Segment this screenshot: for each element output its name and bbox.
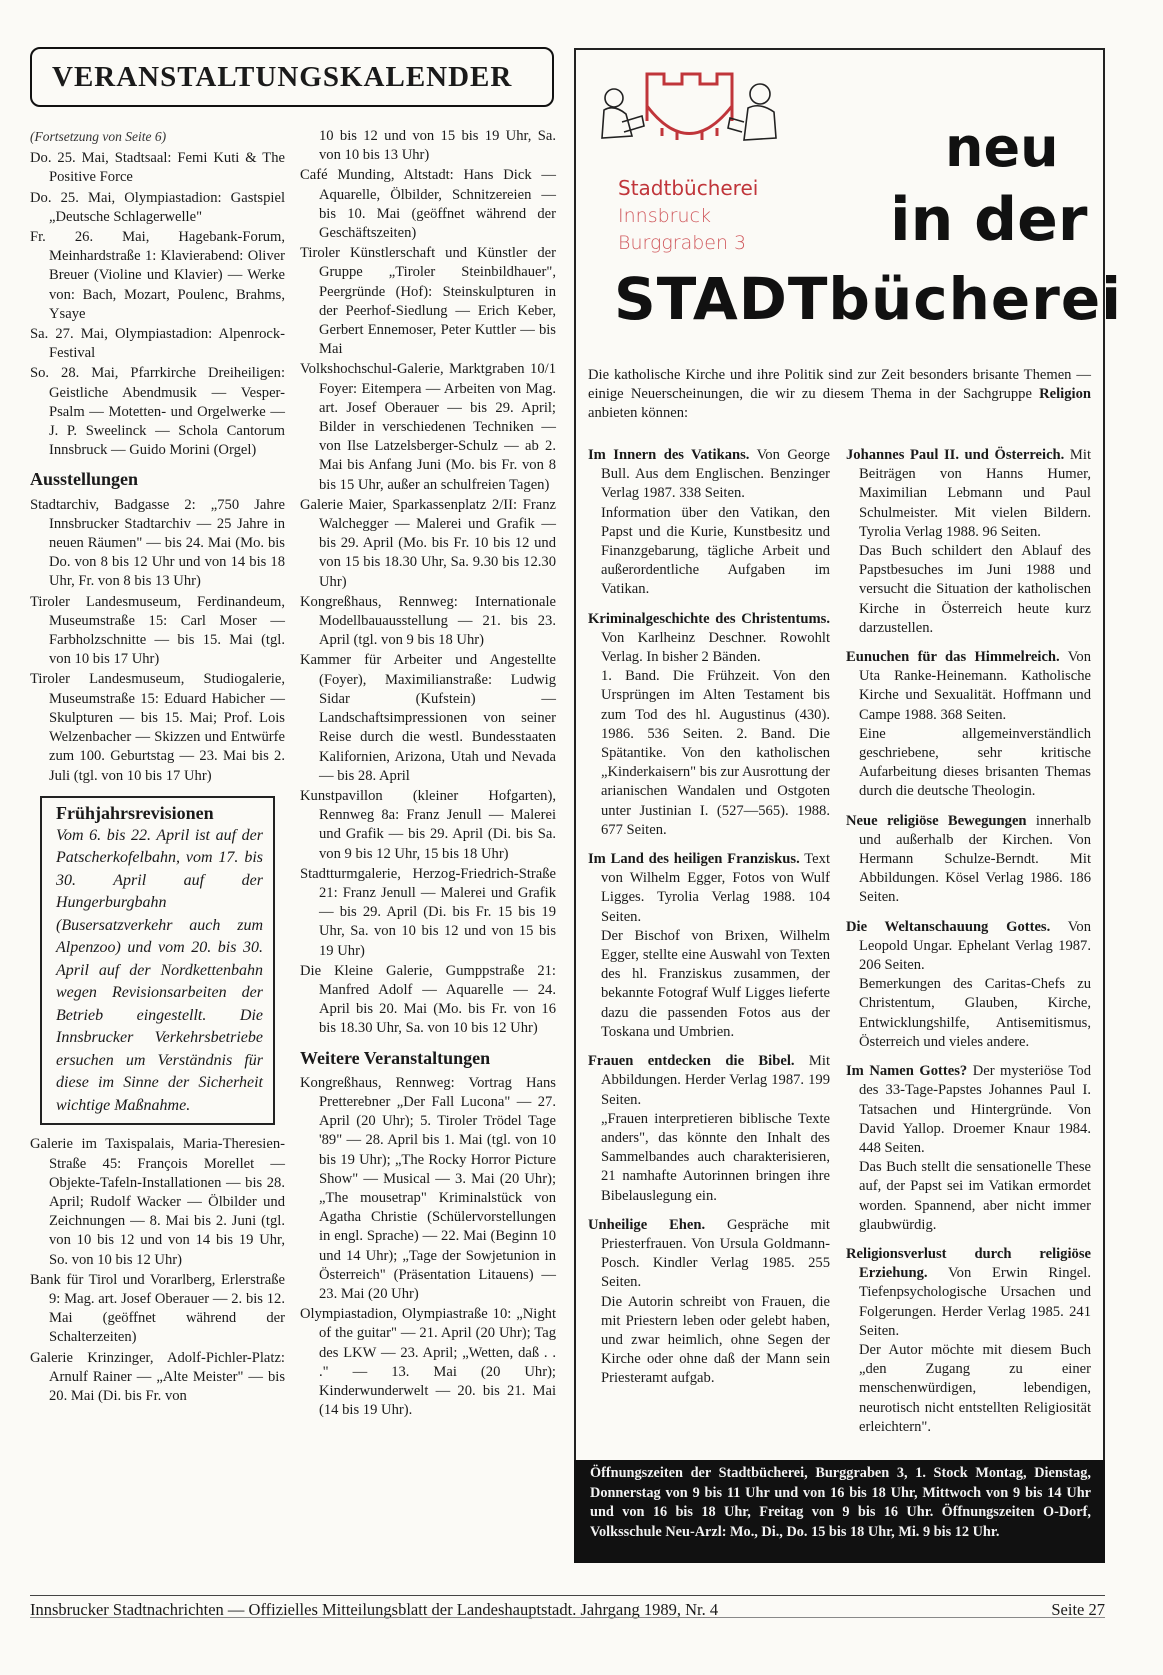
- exhibition-entry: Galerie im Taxispalais, Maria-Theresien-Straße 45: François Morellet — Objekte-Tafeln-Installationen — bis 28. April; Rudolf Wacker — Ölbilder und Zeichnungen — 8. Mai bis 2. Juni (tgl. von 10 bis 12 und von 14 bis 19 Uhr, So. von 10 bis 12 Uhr): [30, 1136, 285, 1268]
- book-title: Im Innern des Vatikans.: [588, 447, 750, 463]
- exhibition-entry: Die Kleine Galerie, Gumppstraße 21: Manfred Adolf — Aquarelle — 24. April bis 20. Mai (Mo. bis Fr. von 16 bis 18.30 Uhr, Sa. von 10 bis 12 Uhr): [300, 962, 556, 1037]
- book-title: Im Land des heiligen Franziskus.: [588, 851, 800, 868]
- exhibition-entry: Galerie Maier, Sparkassenplatz 2/II: Franz Walchegger — Malerei und Grafik — bis 29. April (Mo. bis Fr. 10 bis 12 und von 15 bis 18.30 Uhr, Sa. 9.30 bis 12.30 Uhr): [300, 496, 556, 590]
- book-meta: Von George Bull. Aus dem Englischen. Benzinger Verlag 1987. 338 Seiten.: [601, 447, 830, 502]
- headline-in-der: in der: [890, 185, 1088, 255]
- exhibition-entry: Tiroler Künstlerschaft und Künstler der Gruppe „Tiroler Steinbildhauer", Peergründe (Hof): Steinskulpturen in der Peerhof-Siedlung — Erich Keber, Gerbert Ennemoser, Peter Kuttler — bis Mai: [300, 245, 556, 358]
- section-ausstellungen: Ausstellungen: [30, 469, 139, 490]
- book-meta: Der mysteriöse Tod des 33-Tage-Papstes Johannes Paul I. Tatsachen und Hintergründe. Von David Yallop. Droemer Knaur 1984. 448 Seiten.: [859, 1063, 1091, 1156]
- book-title: Frauen entdecken die Bibel.: [588, 1053, 795, 1070]
- book-desc: 1. Band. Die Frühzeit. Von den Ursprüngen im Alten Testament bis zum Tod des hl. Augustinus (430). 1986. 536 Seiten. 2. Band. Die Spätantike. Von den katholischen „Kinderkaisern" bis zur Ausrottung der arianischen Wandalen und Ostgoten unter Justinian I. (527—565). 1988. 677 Seiten.: [601, 668, 830, 838]
- exhibition-entry: Tiroler Landesmuseum, Ferdinandeum, Museumstraße 15: Carl Moser — Farbholzschnitte — bis 15. Mai (tgl. von 10 bis 17 Uhr): [30, 593, 285, 668]
- book-title: Neue religiöse Bewegungen: [846, 812, 1027, 829]
- book-title: Die Weltanschauung Gottes.: [846, 918, 1051, 935]
- opening-hours: Öffnungszeiten der Stadtbücherei, Burggraben 3, 1. Stock Montag, Dienstag, Donnerstag von 9 bis 11 Uhr und von 16 bis 18 Uhr, Mittwoch von 9 bis 14 Uhr und von 16 bis 18 Uhr, Freitag von 9 bis 16 Uhr. Öffnungszeiten O-Dorf, Volksschule Neu-Arzl: Mo., Di., Do. 15 bis 18 Uhr, Mi. 9 bis 12 Uhr.: [574, 1460, 1105, 1563]
- book-entry: [846, 1062, 1091, 1235]
- footer-publication: Innsbrucker Stadtnachrichten — Offizielles Mitteilungsblatt der Landeshauptstadt. Jahrgang 1989, Nr. 4: [30, 1600, 719, 1619]
- books-right: [846, 446, 1091, 1447]
- book-entry: [588, 446, 830, 600]
- books-left: [588, 446, 830, 1399]
- event-entry: Do. 25. Mai, Stadtsaal: Femi Kuti & The Positive Force: [30, 150, 285, 186]
- exhibition-entry: Volkshochschul-Galerie, Marktgraben 10/1 Foyer: Eitempera — Arbeiten von Mag. art. Josef Oberauer — bis 29. April; Bilder in verschiedenen Techniken — von Ilse Latzelsberger-Schulz — ab 2. Mai bis Anfang Juni (Mo. bis Fr. von 8 bis 15 Uhr, außer an schulfreien Tagen): [300, 361, 556, 493]
- book-desc: Der Autor möchte mit diesem Buch „den Zugang zu einer menschenwürdigen, lebendigen, neurotisch nicht entstellten Religiosität erleichtern".: [859, 1341, 1091, 1435]
- exhibition-entry: Stadtturmgalerie, Herzog-Friedrich-Straße 21: Franz Jenull — Malerei und Grafik — bis 29. April (Di. bis Fr. 15 bis 19 Uhr, Sa. von 10 bis 12 und von 15 bis 19 Uhr): [300, 865, 556, 959]
- exhibition-entry: Kongreßhaus, Rennweg: Internationale Modellbauausstellung — 21. bis 23. April (tgl. von 9 bis 18 Uhr): [300, 593, 556, 649]
- book-title: Unheilige Ehen.: [588, 1216, 706, 1233]
- exhibition-entry: Kunstpavillon (kleiner Hofgarten), Rennweg 8a: Franz Jenull — Malerei und Grafik — bis 29. April (Di. bis Sa. von 9 bis 12 Uhr, 15 bis 18 Uhr): [300, 787, 556, 862]
- column-middle: [300, 127, 556, 1421]
- exhibition-entry: Bank für Tirol und Vorarlberg, Erlerstraße 9: Mag. art. Josef Oberauer — 2. bis 12. Mai (geöffnet während der Schalterzeiten): [30, 1271, 285, 1346]
- book-title: Religionsverlust durch religiöse Erziehung.: [846, 1245, 1091, 1282]
- continuation-note: (Fortsetzung von Seite 6): [30, 129, 167, 144]
- calendar-title: VERANSTALTUNGSKALENDER: [52, 60, 513, 93]
- book-entry: [846, 1245, 1091, 1437]
- book-entry: [588, 1052, 830, 1206]
- revisions-box: [40, 796, 275, 1126]
- book-meta: Text von Wilhelm Egger, Fotos von Wulf Ligges. Tyrolia Verlag 1988. 104 Seiten.: [601, 851, 830, 925]
- book-meta: Von Leopold Ungar. Ephelant Verlag 1987. 206 Seiten.: [859, 918, 1091, 974]
- book-entry: [588, 850, 830, 1042]
- book-desc: Das Buch stellt die sensationelle These auf, der Papst sei im Vatikan ermordet worden. Spannend, aber nicht immer glaubwürdig.: [859, 1159, 1091, 1233]
- book-desc: „Frauen interpretieren biblische Texte anders", das könnte den Inhalt des Sammelbandes auch charakterisieren, 21 namhafte Autorinnen bringen ihre Bibelauslegung ein.: [601, 1110, 830, 1204]
- headline-neu: neu: [945, 116, 1059, 179]
- library-name: Stadtbücherei: [618, 176, 759, 200]
- library-address: Burggraben 3: [618, 232, 747, 254]
- book-entry: [588, 1216, 830, 1389]
- book-meta: Mit Abbildungen. Herder Verlag 1987. 199 Seiten.: [601, 1053, 830, 1108]
- event-entry: Fr. 26. Mai, Hagebank-Forum, Meinhardstraße 1: Klavierabend: Oliver Breuer (Violine und Klavier) — Werke von: Bach, Mozart, Poulenc, Brahms, Ysaye: [30, 229, 285, 322]
- exhibition-entry: Kammer für Arbeiter und Angestellte (Foyer), Maximilianstraße: Ludwig Sidar (Kufstein) — Landschaftsimpressionen von seiner Reise durch die westl. Bundesstaaten Kalifornien, Arizona, Utah und Nevada — bis 28. April: [300, 652, 556, 784]
- book-desc: Eine allgemeinverständlich geschriebene, sehr kritische Aufarbeitung dieses brisanten Themas durch die deutsche Theologin.: [859, 725, 1091, 800]
- intro-religion: Religion: [1039, 386, 1091, 403]
- event-entry: Olympiastadion, Olympiastraße 10: „Night of the guitar" — 21. April (20 Uhr); Tag des LKW — 23. April; „Wetten, daß . . ." — 13. Mai (20 Uhr); Kinderwunderwelt — 20. bis 21. Mai (14 bis 19 Uhr).: [300, 1306, 556, 1419]
- book-meta: Von Karlheinz Deschner. Rowohlt Verlag. In bisher 2 Bänden.: [601, 629, 830, 666]
- event-entry: So. 28. Mai, Pfarrkirche Dreiheiligen: Geistliche Abendmusik — Vesper-Psalm — Motetten- und Orgelwerke — J. P. Sweelinck — Schola Cantorum Innsbruck — Guido Morini (Orgel): [30, 365, 285, 459]
- event-entry: Kongreßhaus, Rennweg: Vortrag Hans Pretterebner „Der Fall Lucona" — 27. April (20 Uhr); 5. Tiroler Trödel Tage '89" — 28. April bis 1. Mai (tgl. von 10 bis 19 Uhr); „The Rocky Horror Picture Show" — Musical — 3. Mai (20 Uhr); „The mousetrap" Kriminalstück von Agatha Christie (Schülervorstellungen in engl. Sprache) — 22. Mai (Beginn 10 und 14 Uhr); „Tage der Sowjetunion in Österreich" (Präsentation Litauens) — 23. Mai (20 Uhr): [300, 1074, 556, 1302]
- book-meta: Von Uta Ranke-Heinemann. Katholische Kirche und Sexualität. Hoffmann und Campe 1988. 368 Seiten.: [859, 649, 1091, 723]
- book-meta: Gespräche mit Priesterfrauen. Von Ursula Goldmann-Posch. Kindler Verlag 1985. 255 Seiten.: [601, 1216, 830, 1291]
- column-left: [30, 127, 285, 1407]
- library-logo: [592, 66, 782, 166]
- footer-rule: [30, 1617, 1105, 1618]
- book-title: Kriminalgeschichte des Christentums.: [588, 610, 830, 627]
- book-desc: Bemerkungen des Caritas-Chefs zu Christentum, Glauben, Kirche, Entwicklungshilfe, Antisemitismus, Österreich und vieles andere.: [859, 976, 1091, 1050]
- book-entry: [588, 610, 830, 840]
- exhibition-entry: Stadtarchiv, Badgasse 2: „750 Jahre Innsbrucker Stadtarchiv — 25 Jahre in neuen Räumen" — bis 24. Mai (Mo. bis Do. von 8 bis 12 Uhr und von 14 bis 18 Uhr, Fr. von 8 bis 13 Uhr): [30, 496, 285, 590]
- exhibition-entry: Galerie Krinzinger, Adolf-Pichler-Platz: Arnulf Rainer — „Alte Meister" — bis 20. Mai (Di. bis Fr. von: [30, 1349, 285, 1405]
- book-title: Johannes Paul II. und Österreich.: [846, 447, 1065, 463]
- intro-text-2: anbieten können:: [588, 405, 689, 422]
- library-intro: [588, 366, 1091, 424]
- book-entry: [846, 648, 1091, 802]
- book-meta: Mit Beiträgen von Hanns Humer, Maximilian Lebmann und Paul Schulmeister. Mit vielen Bildern. Tyrolia Verlag 1988. 96 Seiten.: [859, 447, 1092, 540]
- exhibition-continuation: 10 bis 12 und von 15 bis 19 Uhr, Sa. von 10 bis 13 Uhr): [319, 128, 556, 164]
- book-desc: Der Bischof von Brixen, Wilhelm Egger, stellte eine Auswahl von Texten des hl. Franziskus zusammen, der bekannte Fotograf Wulf Ligges lieferte dazu die passenden Fotos aus der Toskana und Umbrien.: [601, 927, 830, 1040]
- exhibition-entry: Café Munding, Altstadt: Hans Dick — Aquarelle, Ölbilder, Schnitzereien — bis 10. Mai (geöffnet während der Geschäftszeiten): [300, 167, 556, 242]
- calendar-header: [30, 47, 554, 107]
- intro-text-1: Die katholische Kirche und ihre Politik sind zur Zeit besonders brisante Themen — einige Neuerscheinungen, die wir zu diesem Thema in der Sachgruppe: [588, 367, 1091, 403]
- exhibition-entry: Tiroler Landesmuseum, Studiogalerie, Museumstraße 15: Eduard Habicher — Skulpturen — bis 15. Mai; Prof. Lois Welzenbacher — Skizzen und Entwürfe zum 100. Geburtstag — 23. Mai bis 2. Juli (tgl. von 10 bis 17 Uhr): [30, 671, 285, 784]
- revisions-text: Vom 6. bis 22. April ist auf der Patscherkofelbahn, vom 17. bis 30. April auf der Hungerburgbahn (Busersatzverkehr auch zum Alpenzoo) und vom 20. bis 30. April auf der Nordkettenbahn wegen Revisionsarbeiten der Betrieb eingestellt. Die Innsbrucker Verkehrsbetriebe ersuchen um Verständnis für diese im Sinne der Sicherheit wichtige Maßnahme.: [56, 826, 263, 1114]
- book-entry: [846, 812, 1091, 908]
- event-entry: Sa. 27. Mai, Olympiastadion: Alpenrock-Festival: [30, 326, 285, 362]
- headline-stadtbuecherei: STADTbücherei: [614, 265, 1123, 333]
- book-entry: [846, 918, 1091, 1052]
- book-title: Im Namen Gottes?: [846, 1063, 968, 1080]
- book-meta: innerhalb und außerhalb der Kirchen. Von Hermann Schulze-Berndt. Mit Abbildungen. Kösel Verlag 1986. 186 Seiten.: [859, 812, 1091, 906]
- book-title: Eunuchen für das Himmelreich.: [846, 649, 1060, 666]
- library-logo-icon: [592, 66, 782, 166]
- book-desc: Information über den Vatikan, den Papst und die Kurie, Kunstbesitz und Finanzgebarung, tägliche Arbeit und außerordentliche Aufgaben im Vatikan.: [601, 504, 830, 598]
- book-desc: Das Buch schildert den Ablauf des Papstbesuches im Juni 1988 und versucht die Situation der katholischen Kirche in Österreich heute kurz darzustellen.: [859, 543, 1091, 636]
- book-entry: [846, 446, 1091, 638]
- library-city: Innsbruck: [618, 205, 711, 227]
- revisions-title: Frühjahrsrevisionen: [56, 802, 214, 823]
- event-entry: Do. 25. Mai, Olympiastadion: Gastspiel „Deutsche Schlagerwelle": [30, 189, 285, 225]
- section-weitere: Weitere Veranstaltungen: [300, 1047, 491, 1068]
- book-meta: Von Erwin Ringel. Tiefenpsychologische Ursachen und Folgerungen. Herder Verlag 1985. 241 Seiten.: [859, 1265, 1091, 1339]
- book-desc: Die Autorin schreibt von Frauen, die mit Priestern leben oder gelebt haben, und zwar heimlich, ohne Segen der Kirche oder ohne daß der Mann sein Priesteramt aufgab.: [601, 1293, 830, 1387]
- footer-page-number: Seite 27: [1051, 1600, 1105, 1619]
